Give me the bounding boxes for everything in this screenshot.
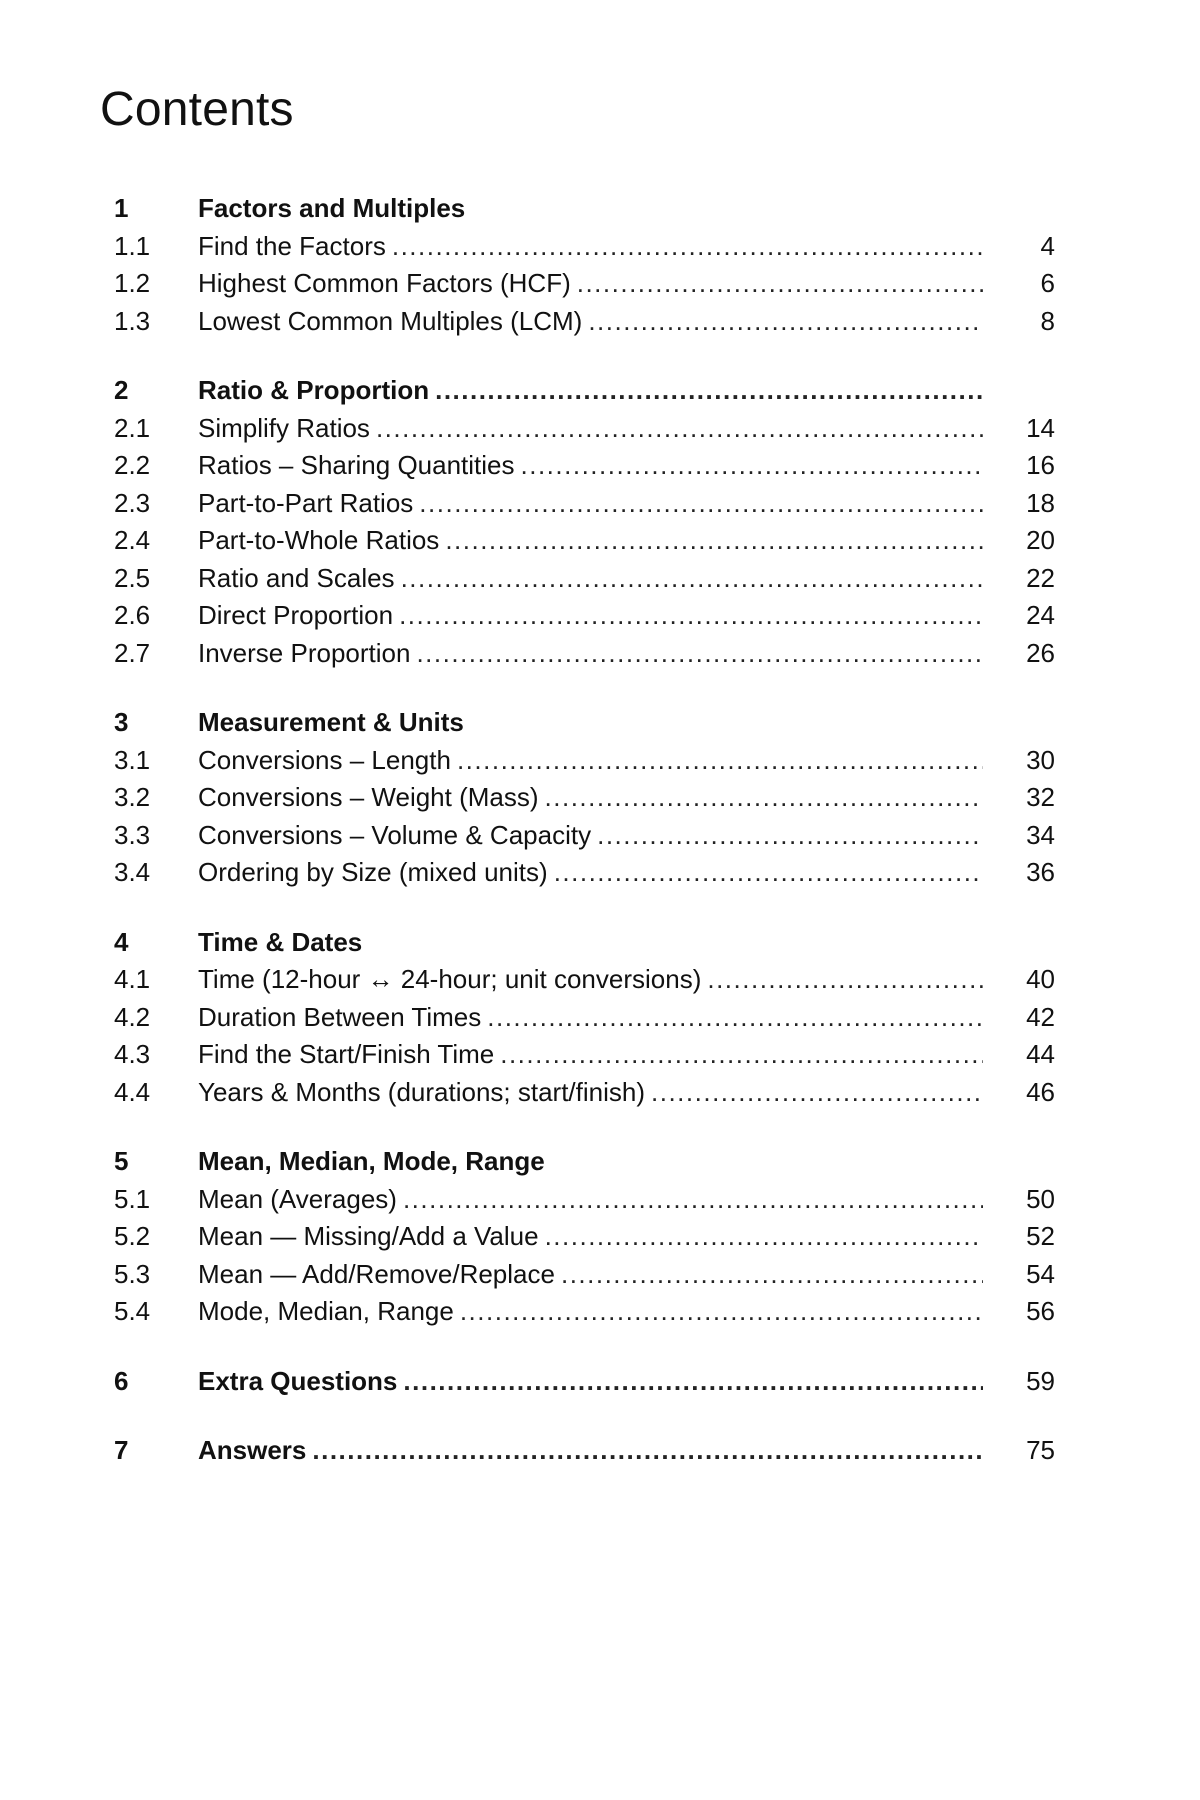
entry-number: 2.6: [114, 600, 151, 630]
toc-section: [100, 190, 1080, 340]
toc-section: [100, 372, 1080, 672]
entry-number: 3.3: [114, 819, 151, 850]
dot-leader: [561, 1256, 983, 1294]
entry-number: 5.3: [114, 1258, 151, 1289]
toc-section-heading[interactable]: [100, 190, 1080, 228]
entry-title-wrap: [198, 1432, 983, 1470]
page-number: 16: [1026, 450, 1055, 480]
entry-number: 5.4: [114, 1296, 151, 1326]
entry-title: Ratio and Scales: [198, 562, 395, 593]
entry-title-wrap: [198, 779, 983, 817]
dot-leader: [707, 961, 983, 999]
page-number: 50: [1026, 1183, 1055, 1214]
entry-title-wrap: [198, 961, 983, 999]
page-number: 30: [1026, 744, 1055, 775]
page-number: 56: [1026, 1296, 1055, 1326]
dot-leader: [521, 447, 983, 485]
entry-title-wrap: [198, 1143, 983, 1181]
entry-title-wrap: [198, 597, 983, 635]
entry-title: Mean — Missing/Add a Value: [198, 1221, 539, 1251]
toc-entry[interactable]: [100, 485, 1080, 523]
toc-entry[interactable]: [100, 447, 1080, 485]
entry-title-wrap: [198, 1036, 983, 1074]
entry-title: Mean, Median, Mode, Range: [198, 1146, 545, 1176]
entry-title-wrap: [198, 999, 983, 1037]
entry-title-wrap: [198, 485, 983, 523]
entry-title: Duration Between Times: [198, 1001, 482, 1032]
entry-number: 2.5: [114, 562, 151, 593]
entry-title: Mean — Add/Remove/Replace: [198, 1258, 555, 1289]
entry-title-wrap: [198, 303, 983, 341]
page-number: 14: [1026, 412, 1055, 443]
page-number: 22: [1026, 562, 1055, 593]
entry-number: 1.2: [114, 268, 151, 298]
page-number: 54: [1026, 1258, 1055, 1289]
entry-title: Time (12-hour ↔ 24-hour; unit conversions): [198, 964, 702, 994]
page-number: 18: [1026, 487, 1055, 518]
toc-entry[interactable]: [100, 1293, 1080, 1331]
entry-title: Time & Dates: [198, 926, 363, 957]
entry-number: 2.4: [114, 525, 151, 555]
entry-title-wrap: [198, 742, 983, 780]
entry-title: Highest Common Factors (HCF): [198, 268, 571, 298]
entry-title: Part-to-Whole Ratios: [198, 525, 440, 555]
entry-title-wrap: [198, 704, 983, 742]
entry-number: 4.2: [114, 1001, 151, 1032]
dot-leader: [487, 999, 983, 1037]
toc-entry[interactable]: [100, 228, 1080, 266]
table-of-contents: [100, 190, 1080, 1502]
dot-leader: [401, 560, 983, 598]
entry-title-wrap: [198, 854, 983, 892]
entry-title: Conversions – Weight (Mass): [198, 782, 539, 812]
entry-title: Conversions – Volume & Capacity: [198, 819, 592, 850]
toc-entry[interactable]: [100, 1218, 1080, 1256]
entry-title: Part-to-Part Ratios: [198, 487, 414, 518]
entry-title: Ordering by Size (mixed units): [198, 857, 548, 887]
entry-title: Ratio & Proportion: [198, 375, 430, 405]
entry-title-wrap: [198, 924, 983, 962]
entry-number: 1.1: [114, 230, 151, 261]
toc-section: [100, 924, 1080, 1112]
page-number: 24: [1026, 600, 1055, 630]
entry-title: Mean (Averages): [198, 1183, 397, 1214]
page-number: 46: [1026, 1076, 1055, 1107]
toc-entry[interactable]: [100, 522, 1080, 560]
entry-title-wrap: [198, 560, 983, 598]
dot-leader: [435, 372, 983, 410]
page-number: 59: [1026, 1365, 1055, 1396]
entry-title-wrap: [198, 1181, 983, 1219]
toc-entry[interactable]: [100, 961, 1080, 999]
toc-section: [100, 1432, 1080, 1470]
entry-title-wrap: [198, 265, 983, 303]
entry-title: Simplify Ratios: [198, 412, 370, 443]
entry-number: 3: [114, 707, 129, 737]
entry-title-wrap: [198, 410, 983, 448]
toc-section-heading[interactable]: [100, 372, 1080, 410]
entry-number: 1: [114, 193, 129, 223]
dot-leader: [419, 485, 983, 523]
entry-title-wrap: [198, 190, 983, 228]
toc-entry[interactable]: [100, 817, 1080, 855]
entry-title: Ratios – Sharing Quantities: [198, 450, 515, 480]
dot-leader: [392, 228, 983, 266]
toc-entry[interactable]: [100, 779, 1080, 817]
entry-number: 5.1: [114, 1183, 151, 1214]
page-number: 44: [1026, 1039, 1055, 1069]
entry-number: 2.2: [114, 450, 151, 480]
toc-entry[interactable]: [100, 1074, 1080, 1112]
entry-number: 4.3: [114, 1039, 151, 1069]
dot-leader: [399, 597, 983, 635]
toc-entry[interactable]: [100, 854, 1080, 892]
dot-leader: [312, 1432, 983, 1470]
entry-number: 3.1: [114, 744, 151, 775]
entry-title-wrap: [198, 635, 983, 673]
toc-entry[interactable]: [100, 1181, 1080, 1219]
dot-leader: [545, 1218, 983, 1256]
page-number: 8: [1040, 305, 1055, 336]
toc-section-heading[interactable]: [100, 704, 1080, 742]
entry-title-wrap: [198, 1363, 983, 1401]
page-number: 40: [1026, 964, 1055, 994]
toc-entry[interactable]: [100, 410, 1080, 448]
dot-leader: [460, 1293, 983, 1331]
dot-leader: [416, 635, 983, 673]
toc-entry[interactable]: [100, 999, 1080, 1037]
page-number: 4: [1040, 230, 1055, 261]
entry-number: 4.1: [114, 964, 151, 994]
toc-section-heading[interactable]: [100, 1143, 1080, 1181]
dot-leader: [554, 854, 983, 892]
entry-number: 2: [114, 375, 129, 405]
entry-number: 4.4: [114, 1076, 151, 1107]
entry-number: 5.2: [114, 1221, 151, 1251]
toc-section: [100, 704, 1080, 892]
entry-number: 1.3: [114, 305, 151, 336]
dot-leader: [597, 817, 983, 855]
dot-leader: [403, 1181, 983, 1219]
page-number: 42: [1026, 1001, 1055, 1032]
page-number: 6: [1040, 268, 1055, 298]
entry-title-wrap: [198, 1074, 983, 1112]
entry-title: Mode, Median, Range: [198, 1296, 454, 1326]
entry-number: 6: [114, 1365, 129, 1396]
entry-number: 4: [114, 926, 129, 957]
toc-entry[interactable]: [100, 265, 1080, 303]
page-title: Contents: [100, 83, 294, 136]
entry-number: 3.4: [114, 857, 151, 887]
entry-number: 2.7: [114, 637, 151, 668]
page-number: 52: [1026, 1221, 1055, 1251]
dot-leader: [376, 410, 983, 448]
dot-leader: [545, 779, 983, 817]
entry-title: Find the Start/Finish Time: [198, 1039, 495, 1069]
toc-entry[interactable]: [100, 303, 1080, 341]
entry-title: Measurement & Units: [198, 707, 464, 737]
entry-number: 2.3: [114, 487, 151, 518]
page-number: 32: [1026, 782, 1055, 812]
toc-entry[interactable]: [100, 1036, 1080, 1074]
entry-title-wrap: [198, 228, 983, 266]
toc-section-heading[interactable]: [100, 1363, 1080, 1401]
page-number: 75: [1026, 1435, 1055, 1465]
entry-number: 3.2: [114, 782, 151, 812]
page-number: 26: [1026, 637, 1055, 668]
dot-leader: [403, 1363, 983, 1401]
page-number: 20: [1026, 525, 1055, 555]
toc-entry[interactable]: [100, 560, 1080, 598]
toc-entry[interactable]: [100, 742, 1080, 780]
dot-leader: [500, 1036, 983, 1074]
toc-entry[interactable]: [100, 597, 1080, 635]
entry-title-wrap: [198, 1218, 983, 1256]
entry-title-wrap: [198, 1293, 983, 1331]
entry-title: Factors and Multiples: [198, 193, 466, 223]
entry-title-wrap: [198, 447, 983, 485]
entry-title: Conversions – Length: [198, 744, 451, 775]
entry-title-wrap: [198, 817, 983, 855]
entry-title: Inverse Proportion: [198, 637, 411, 668]
dot-leader: [577, 265, 983, 303]
toc-section-heading[interactable]: [100, 924, 1080, 962]
page-number: 34: [1026, 819, 1055, 850]
entry-title: Years & Months (durations; start/finish): [198, 1076, 646, 1107]
entry-title-wrap: [198, 372, 983, 410]
entry-title: Answers: [198, 1435, 307, 1465]
toc-entry[interactable]: [100, 1256, 1080, 1294]
entry-number: 5: [114, 1146, 129, 1176]
entry-title: Direct Proportion: [198, 600, 394, 630]
entry-title: Find the Factors: [198, 230, 386, 261]
page-number: 36: [1026, 857, 1055, 887]
toc-section-heading[interactable]: [100, 1432, 1080, 1470]
toc-section: [100, 1143, 1080, 1331]
entry-title: Lowest Common Multiples (LCM): [198, 305, 583, 336]
toc-entry[interactable]: [100, 635, 1080, 673]
entry-number: 7: [114, 1435, 129, 1465]
entry-title-wrap: [198, 522, 983, 560]
toc-section: [100, 1363, 1080, 1401]
dot-leader: [445, 522, 983, 560]
entry-number: 2.1: [114, 412, 151, 443]
dot-leader: [651, 1074, 983, 1112]
dot-leader: [588, 303, 983, 341]
entry-title-wrap: [198, 1256, 983, 1294]
entry-title: Extra Questions: [198, 1365, 398, 1396]
dot-leader: [457, 742, 983, 780]
